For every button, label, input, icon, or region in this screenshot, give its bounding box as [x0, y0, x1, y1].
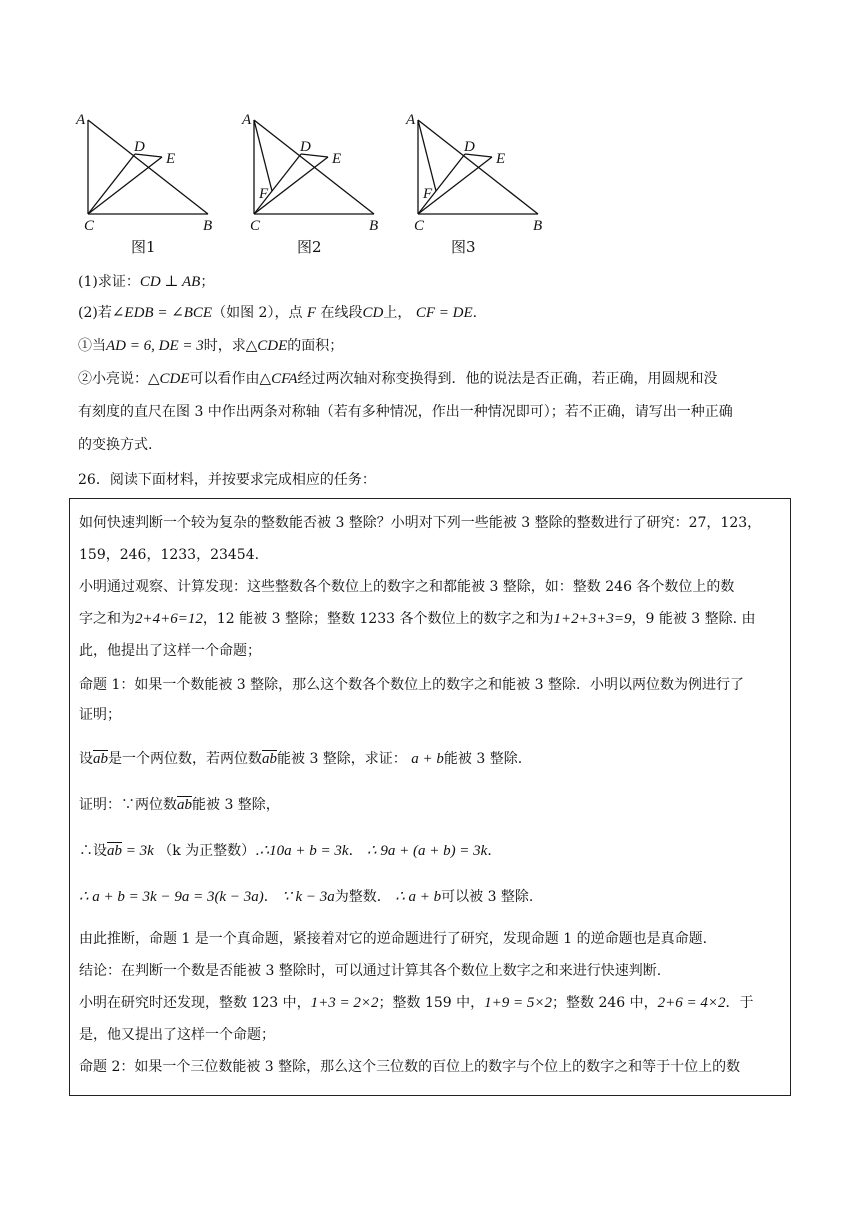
fig3-label-b: B	[533, 218, 543, 234]
question-2-part-2-line-3: 的变换方式.	[78, 437, 153, 453]
q2a-triangle: △CDE	[245, 338, 288, 354]
fig3-label-e: E	[496, 151, 506, 167]
box-l8d: 能被 3 整除.	[443, 751, 523, 767]
q2-math-cf-de: CF = DE	[415, 305, 473, 321]
q2a-mid: 时，求	[203, 338, 246, 354]
q1-math: CD ⊥ AB	[139, 274, 201, 290]
q2-point-f: F	[306, 305, 317, 321]
box-l10d: ．	[487, 843, 502, 859]
box-l14-math2: 1+9 = 5×2	[484, 995, 552, 1011]
question-2-part-2-line-2: 有刻度的直尺在图 3 中作出两条对称轴（若有多种情况，作出一种情况即可）；若不正确，请写出一种正确	[78, 404, 733, 420]
box-l8-math: a + b	[411, 751, 444, 767]
box-line-14	[79, 993, 754, 1013]
box-line-9	[79, 795, 280, 815]
box-l14d: ．于	[725, 995, 754, 1011]
box-l14c: ；整数 246 中，	[552, 995, 658, 1011]
fig1-label-c: C	[84, 218, 95, 234]
figure-3	[402, 108, 562, 236]
fig2-label-c: C	[250, 218, 261, 234]
box-line-2: 159，246，1233，23454.	[79, 547, 260, 563]
q2b-triangle-cde: △CDE	[148, 371, 190, 387]
fig2-label-b: B	[369, 218, 379, 234]
figure-2-diagram	[238, 108, 398, 236]
box-l11c: 可以被 3 整除.	[441, 889, 534, 905]
box-l9-ab: $\overline{ab}$	[177, 797, 192, 813]
box-l14-math3: 2+6 = 4×2	[657, 995, 726, 1011]
box-l11-math2: ∵ k − 3a	[282, 889, 335, 905]
question-26-title: 26．阅读下面材料，并按要求完成相应的任务：	[78, 472, 376, 488]
box-line-11	[79, 887, 533, 907]
box-l11b: 为整数．	[334, 889, 391, 905]
question-1	[78, 272, 214, 292]
box-l4-math1: 2+4+6=12	[135, 611, 203, 627]
box-l4c: ，9 能被 3 整除. 由	[631, 611, 756, 627]
box-line-16: 命题 2：如果一个三位数能被 3 整除，那么这个三位数的百位上的数字与个位上的数字之和等于十位上的数	[79, 1059, 741, 1075]
box-l11a: ．	[263, 889, 278, 905]
figure-1-diagram	[72, 108, 232, 236]
fig3-label-f: F	[423, 186, 433, 202]
q2b-triangle-cfa: △CFA	[259, 371, 298, 387]
fig2-label-e: E	[332, 151, 342, 167]
box-l9b: 能被 3 整除，	[192, 797, 280, 813]
box-line-6: 命题 1：如果一个数能被 3 整除，那么这个数各个数位上的数字之和能被 3 整除．小明以两位数为例进行了	[79, 677, 744, 693]
figure-3-diagram	[402, 108, 562, 236]
q2-segment-cd: CD	[362, 305, 384, 321]
box-l11-math3: ∴ a + b	[395, 889, 442, 905]
box-l14b: ；整数 159 中，	[378, 995, 485, 1011]
box-l14a: 小明在研究时还发现，整数 123 中，	[79, 995, 311, 1011]
q2a-prefix: ①当	[78, 338, 106, 354]
box-l8-ab-1: $\overline{ab}$	[93, 751, 108, 767]
q1-suffix: ；	[200, 274, 215, 290]
figure-1	[72, 108, 232, 236]
q2-mid3: 上，	[383, 305, 412, 321]
box-l4a: 字之和为	[79, 611, 135, 627]
box-l4-math2: 1+2+3+3=9	[553, 611, 632, 627]
box-l8b: 是一个两位数，若两位数	[108, 751, 262, 767]
q2-mid2: 在线段	[320, 305, 363, 321]
box-l10a: ∴设	[79, 843, 107, 859]
figure-2-caption: 图2	[297, 238, 322, 256]
figure-1-caption: 图1	[131, 238, 156, 256]
reading-material-box	[69, 498, 791, 1096]
fig3-label-a: A	[406, 112, 416, 128]
box-l10-math3: ∴ 9a + (a + b) = 3k	[367, 843, 488, 859]
figure-3-caption: 图3	[451, 238, 476, 256]
box-line-5: 此，他提出了这样一个命题；	[79, 643, 261, 659]
fig1-label-e: E	[166, 151, 176, 167]
box-l8a: 设	[79, 751, 93, 767]
box-l4b: ，12 能被 3 整除；整数 1233 各个数位上的数字之和为	[202, 611, 554, 627]
box-l14-math1: 1+3 = 2×2	[310, 995, 379, 1011]
fig1-label-b: B	[203, 218, 213, 234]
box-l8c: 能被 3 整除，求证：	[277, 751, 407, 767]
box-l10-math1: = 3k	[122, 843, 154, 859]
q1-prefix: (1)求证：	[78, 274, 140, 290]
box-line-7: 证明；	[79, 707, 121, 723]
box-line-10	[79, 841, 501, 861]
box-line-12: 由此推断，命题 1 是一个真命题，紧接着对它的逆命题进行了研究，发现命题 1 的逆命题也是真命题.	[79, 931, 708, 947]
box-line-1: 如何快速判断一个较为复杂的整数能否被 3 整除？小明对下列一些能被 3 整除的整数进行了研究：27，123，	[79, 515, 762, 531]
box-line-8	[79, 749, 522, 769]
box-l10b: （k 为正整数）.	[158, 843, 260, 859]
fig3-label-c: C	[414, 218, 425, 234]
box-line-3: 小明通过观察、计算发现：这些整数各个数位上的数字之和都能被 3 整除，如：整数 246 各个数位上的数	[79, 579, 735, 595]
box-l10-ab: $\overline{ab}$	[107, 843, 122, 859]
box-line-13: 结论：在判断一个数是否能被 3 整除时，可以通过计算其各个数位上数字之和来进行快速判断.	[79, 963, 662, 979]
box-line-4	[79, 609, 756, 629]
figure-2	[238, 108, 398, 236]
question-2-part-1	[78, 336, 343, 356]
q2-prefix: (2)若	[78, 305, 112, 321]
fig2-label-a: A	[242, 112, 252, 128]
fig1-label-d: D	[134, 139, 145, 155]
fig1-label-a: A	[76, 112, 86, 128]
q2a-math: AD = 6, DE = 3	[106, 338, 204, 354]
question-2-part-2-line-1	[78, 369, 717, 389]
box-l10-math2: ∴10a + b = 3k	[259, 843, 349, 859]
box-l11-math1: ∴ a + b = 3k − 9a = 3(k − 3a)	[79, 889, 264, 905]
q2b-prefix: ②小亮说：	[78, 371, 148, 387]
q2-math-angle: ∠EDB = ∠BCE	[111, 305, 213, 321]
box-l9a: 证明：∵两位数	[79, 797, 177, 813]
box-l10c: ．	[348, 843, 363, 859]
q2b-mid: 可以看作由	[189, 371, 260, 387]
q2-end: .	[472, 305, 478, 321]
fig2-label-d: D	[300, 139, 311, 155]
box-line-15: 是，他又提出了这样一个命题；	[79, 1027, 275, 1043]
q2-mid1: （如图 2），点	[212, 305, 303, 321]
fig3-label-d: D	[464, 139, 475, 155]
q2b-line1-rest: 经过两次轴对称变换得到．他的说法是否正确，若正确，用圆规和没	[297, 371, 718, 387]
box-l8-ab-2: $\overline{ab}$	[262, 751, 277, 767]
question-2	[78, 303, 477, 323]
fig2-label-f: F	[259, 186, 269, 202]
q2a-end: 的面积；	[287, 338, 344, 354]
